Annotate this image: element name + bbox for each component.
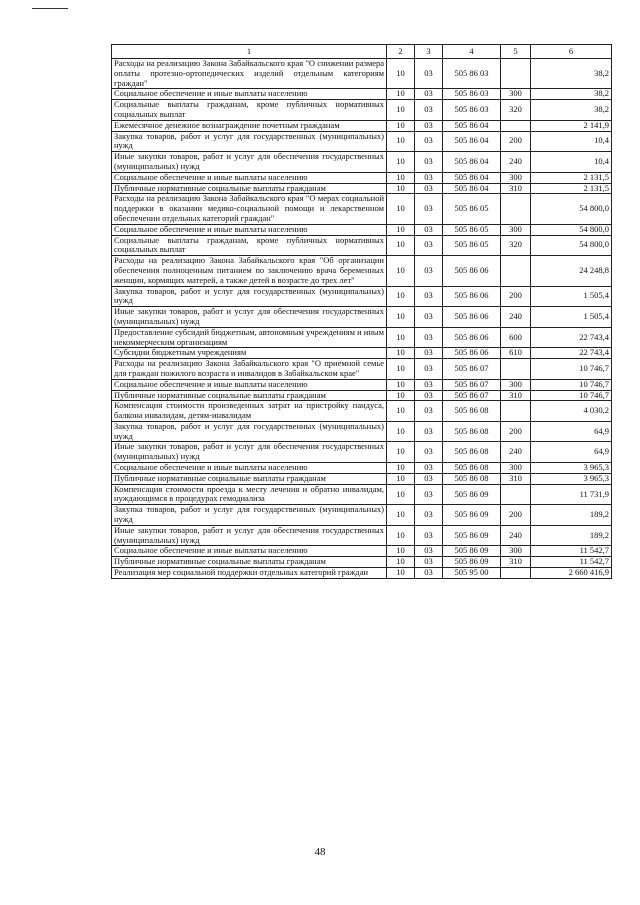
row-amount-cell: 22 743,4	[531, 348, 612, 359]
row-amount-cell: 54 800,0	[531, 224, 612, 235]
row-amount-cell: 11 731,9	[531, 484, 612, 505]
row-name-cell: Социальное обеспечение и иные выплаты населению	[112, 379, 387, 390]
row-expense-type-cell: 200	[501, 421, 531, 442]
row-section-cell: 10	[387, 120, 415, 131]
row-name-cell: Компенсация стоимости проезда к месту лечения и обратно инвалидам, нуждающимся в процедурах гемодиализа	[112, 484, 387, 505]
row-amount-cell: 54 800,0	[531, 235, 612, 256]
col-header-expense-type: 5	[501, 45, 531, 59]
row-target-code-cell: 505 86 04	[443, 131, 501, 152]
row-expense-type-cell: 300	[501, 546, 531, 557]
row-amount-cell: 1 505,4	[531, 307, 612, 328]
row-subsection-cell: 03	[415, 224, 443, 235]
row-expense-type-cell: 200	[501, 286, 531, 307]
row-subsection-cell: 03	[415, 100, 443, 121]
row-target-code-cell: 505 86 08	[443, 442, 501, 463]
row-target-code-cell: 505 86 03	[443, 100, 501, 121]
row-target-code-cell: 505 86 07	[443, 379, 501, 390]
table-row	[112, 327, 612, 348]
row-name-cell: Закупка товаров, работ и услуг для государственных (муниципальных) нужд	[112, 286, 387, 307]
table-row	[112, 131, 612, 152]
row-amount-cell: 54 800,0	[531, 194, 612, 224]
row-subsection-cell: 03	[415, 172, 443, 183]
row-name-cell: Социальное обеспечение и иные выплаты населению	[112, 172, 387, 183]
page-number: 48	[314, 846, 326, 858]
row-target-code-cell: 505 86 06	[443, 348, 501, 359]
table-row	[112, 505, 612, 526]
row-name-cell: Предоставление субсидий бюджетным, автономным учреждениям и иным некоммерческим организациям	[112, 327, 387, 348]
row-amount-cell: 10 746,7	[531, 359, 612, 380]
row-expense-type-cell	[501, 401, 531, 422]
table-row	[112, 120, 612, 131]
row-subsection-cell: 03	[415, 546, 443, 557]
row-amount-cell: 2 131,5	[531, 172, 612, 183]
col-header-name: 1	[112, 45, 387, 59]
row-expense-type-cell: 310	[501, 390, 531, 401]
row-name-cell: Расходы на реализацию Закона Забайкальского края "О снижении размера оплаты протезно-ортопедических изделий отдельным категориям граждан"	[112, 59, 387, 89]
row-amount-cell: 3 965,3	[531, 463, 612, 474]
row-amount-cell: 4 030,2	[531, 401, 612, 422]
row-expense-type-cell: 300	[501, 463, 531, 474]
row-subsection-cell: 03	[415, 390, 443, 401]
row-expense-type-cell	[501, 256, 531, 286]
row-subsection-cell: 03	[415, 557, 443, 568]
row-expense-type-cell: 300	[501, 379, 531, 390]
row-name-cell: Закупка товаров, работ и услуг для государственных (муниципальных) нужд	[112, 505, 387, 526]
row-section-cell: 10	[387, 557, 415, 568]
row-subsection-cell: 03	[415, 505, 443, 526]
row-target-code-cell: 505 86 05	[443, 224, 501, 235]
row-target-code-cell: 505 86 09	[443, 525, 501, 546]
row-name-cell: Расходы на реализацию Закона Забайкальского края "Об организации обеспечения полноценным питанием по заключению врача беременных женщин, кормящих матерей, а также детей в возрасте до трех лет"	[112, 256, 387, 286]
row-subsection-cell: 03	[415, 568, 443, 579]
row-target-code-cell: 505 86 06	[443, 256, 501, 286]
row-section-cell: 10	[387, 194, 415, 224]
row-subsection-cell: 03	[415, 286, 443, 307]
row-amount-cell: 1 505,4	[531, 286, 612, 307]
row-target-code-cell: 505 86 09	[443, 546, 501, 557]
row-section-cell: 10	[387, 307, 415, 328]
row-subsection-cell: 03	[415, 525, 443, 546]
row-expense-type-cell: 300	[501, 89, 531, 100]
row-target-code-cell: 505 95 00	[443, 568, 501, 579]
row-amount-cell: 3 965,3	[531, 473, 612, 484]
row-section-cell: 10	[387, 183, 415, 194]
row-section-cell: 10	[387, 152, 415, 173]
table-row	[112, 401, 612, 422]
table-row	[112, 359, 612, 380]
col-header-section: 2	[387, 45, 415, 59]
row-expense-type-cell	[501, 568, 531, 579]
row-subsection-cell: 03	[415, 473, 443, 484]
row-target-code-cell: 505 86 03	[443, 89, 501, 100]
row-section-cell: 10	[387, 546, 415, 557]
row-section-cell: 10	[387, 484, 415, 505]
row-target-code-cell: 505 86 04	[443, 172, 501, 183]
table-row	[112, 183, 612, 194]
row-target-code-cell: 505 86 04	[443, 183, 501, 194]
row-expense-type-cell: 310	[501, 183, 531, 194]
row-expense-type-cell: 300	[501, 172, 531, 183]
row-amount-cell: 2 660 416,9	[531, 568, 612, 579]
row-subsection-cell: 03	[415, 256, 443, 286]
row-section-cell: 10	[387, 421, 415, 442]
row-amount-cell: 11 542,7	[531, 557, 612, 568]
row-section-cell: 10	[387, 256, 415, 286]
row-subsection-cell: 03	[415, 89, 443, 100]
table-row	[112, 194, 612, 224]
row-expense-type-cell: 240	[501, 307, 531, 328]
row-subsection-cell: 03	[415, 463, 443, 474]
row-expense-type-cell: 320	[501, 235, 531, 256]
row-section-cell: 10	[387, 390, 415, 401]
row-amount-cell: 64,9	[531, 442, 612, 463]
row-target-code-cell: 505 86 09	[443, 505, 501, 526]
row-section-cell: 10	[387, 401, 415, 422]
row-amount-cell: 189,2	[531, 525, 612, 546]
row-expense-type-cell: 240	[501, 525, 531, 546]
row-name-cell: Субсидии бюджетным учреждениям	[112, 348, 387, 359]
row-name-cell: Иные закупки товаров, работ и услуг для обеспечения государственных (муниципальных) нужд	[112, 525, 387, 546]
row-section-cell: 10	[387, 100, 415, 121]
row-expense-type-cell: 200	[501, 131, 531, 152]
table-row	[112, 224, 612, 235]
row-section-cell: 10	[387, 525, 415, 546]
row-name-cell: Социальное обеспечение и иные выплаты населению	[112, 463, 387, 474]
row-section-cell: 10	[387, 327, 415, 348]
table-row	[112, 568, 612, 579]
row-target-code-cell: 505 86 06	[443, 327, 501, 348]
col-header-target-code: 4	[443, 45, 501, 59]
row-expense-type-cell	[501, 120, 531, 131]
row-section-cell: 10	[387, 463, 415, 474]
row-target-code-cell: 505 86 07	[443, 390, 501, 401]
row-name-cell: Иные закупки товаров, работ и услуг для обеспечения государственных (муниципальных) нужд	[112, 152, 387, 173]
row-subsection-cell: 03	[415, 484, 443, 505]
row-subsection-cell: 03	[415, 359, 443, 380]
row-amount-cell: 11 542,7	[531, 546, 612, 557]
row-name-cell: Социальные выплаты гражданам, кроме публичных нормативных социальных выплат	[112, 100, 387, 121]
row-name-cell: Закупка товаров, работ и услуг для государственных (муниципальных) нужд	[112, 421, 387, 442]
row-expense-type-cell	[501, 194, 531, 224]
table-row	[112, 89, 612, 100]
row-section-cell: 10	[387, 59, 415, 89]
row-expense-type-cell: 310	[501, 557, 531, 568]
row-target-code-cell: 505 86 09	[443, 484, 501, 505]
table-row	[112, 286, 612, 307]
row-target-code-cell: 505 86 07	[443, 359, 501, 380]
row-expense-type-cell: 240	[501, 152, 531, 173]
row-name-cell: Социальные выплаты гражданам, кроме публичных нормативных социальных выплат	[112, 235, 387, 256]
table-row	[112, 256, 612, 286]
row-section-cell: 10	[387, 131, 415, 152]
table-row	[112, 557, 612, 568]
row-name-cell: Расходы на реализацию Закона Забайкальского края "О мерах социальной поддержки в оказании медико-социальной помощи и лекарственном обеспечении отдельных категорий граждан"	[112, 194, 387, 224]
row-expense-type-cell: 320	[501, 100, 531, 121]
row-name-cell: Реализация мер социальной поддержки отдельных категорий граждан	[112, 568, 387, 579]
row-subsection-cell: 03	[415, 120, 443, 131]
table-row	[112, 235, 612, 256]
row-name-cell: Закупка товаров, работ и услуг для государственных (муниципальных) нужд	[112, 131, 387, 152]
row-section-cell: 10	[387, 89, 415, 100]
row-subsection-cell: 03	[415, 421, 443, 442]
row-amount-cell: 2 131,5	[531, 183, 612, 194]
row-name-cell: Публичные нормативные социальные выплаты гражданам	[112, 557, 387, 568]
row-name-cell: Социальное обеспечение и иные выплаты населению	[112, 89, 387, 100]
row-name-cell: Публичные нормативные социальные выплаты гражданам	[112, 390, 387, 401]
row-target-code-cell: 505 86 08	[443, 473, 501, 484]
col-header-subsection: 3	[415, 45, 443, 59]
row-expense-type-cell: 600	[501, 327, 531, 348]
row-amount-cell: 2 141,9	[531, 120, 612, 131]
row-amount-cell: 22 743,4	[531, 327, 612, 348]
row-name-cell: Социальное обеспечение и иные выплаты населению	[112, 546, 387, 557]
row-expense-type-cell	[501, 484, 531, 505]
row-section-cell: 10	[387, 348, 415, 359]
row-subsection-cell: 03	[415, 379, 443, 390]
table-row	[112, 463, 612, 474]
table-row	[112, 421, 612, 442]
row-section-cell: 10	[387, 379, 415, 390]
row-target-code-cell: 505 86 05	[443, 194, 501, 224]
table-row	[112, 152, 612, 173]
row-target-code-cell: 505 86 04	[443, 152, 501, 173]
row-subsection-cell: 03	[415, 235, 443, 256]
row-expense-type-cell	[501, 359, 531, 380]
corner-rule	[32, 8, 68, 9]
row-amount-cell: 189,2	[531, 505, 612, 526]
row-subsection-cell: 03	[415, 307, 443, 328]
row-target-code-cell: 505 86 06	[443, 307, 501, 328]
budget-table	[111, 44, 612, 579]
row-subsection-cell: 03	[415, 194, 443, 224]
row-amount-cell: 38,2	[531, 59, 612, 89]
table-row	[112, 59, 612, 89]
table-row	[112, 348, 612, 359]
row-section-cell: 10	[387, 224, 415, 235]
row-subsection-cell: 03	[415, 152, 443, 173]
row-name-cell: Ежемесячное денежное вознаграждение почетным гражданам	[112, 120, 387, 131]
row-name-cell: Публичные нормативные социальные выплаты гражданам	[112, 183, 387, 194]
table-row	[112, 546, 612, 557]
table-row	[112, 307, 612, 328]
table-row	[112, 442, 612, 463]
row-amount-cell: 38,2	[531, 89, 612, 100]
row-amount-cell: 10 746,7	[531, 379, 612, 390]
row-section-cell: 10	[387, 473, 415, 484]
row-expense-type-cell: 310	[501, 473, 531, 484]
row-name-cell: Расходы на реализацию Закона Забайкальского края "О приемной семье для граждан пожилого возраста и инвалидов в Забайкальском крае"	[112, 359, 387, 380]
row-target-code-cell: 505 86 08	[443, 401, 501, 422]
table-row	[112, 100, 612, 121]
row-section-cell: 10	[387, 172, 415, 183]
row-amount-cell: 64,9	[531, 421, 612, 442]
row-section-cell: 10	[387, 359, 415, 380]
row-amount-cell: 38,2	[531, 100, 612, 121]
row-name-cell: Компенсация стоимости произведенных затрат на пристройку пандуса, балкона инвалидам, детям-инвалидам	[112, 401, 387, 422]
row-name-cell: Иные закупки товаров, работ и услуг для обеспечения государственных (муниципальных) нужд	[112, 307, 387, 328]
table-row	[112, 484, 612, 505]
row-section-cell: 10	[387, 235, 415, 256]
row-section-cell: 10	[387, 568, 415, 579]
row-subsection-cell: 03	[415, 442, 443, 463]
row-subsection-cell: 03	[415, 348, 443, 359]
row-subsection-cell: 03	[415, 131, 443, 152]
table-row	[112, 390, 612, 401]
row-name-cell: Иные закупки товаров, работ и услуг для обеспечения государственных (муниципальных) нужд	[112, 442, 387, 463]
table-row	[112, 379, 612, 390]
row-expense-type-cell: 240	[501, 442, 531, 463]
col-header-amount: 6	[531, 45, 612, 59]
row-target-code-cell: 505 86 09	[443, 557, 501, 568]
row-amount-cell: 10,4	[531, 152, 612, 173]
row-amount-cell: 10,4	[531, 131, 612, 152]
row-target-code-cell: 505 86 03	[443, 59, 501, 89]
header-row	[112, 45, 612, 59]
row-expense-type-cell: 300	[501, 224, 531, 235]
row-subsection-cell: 03	[415, 327, 443, 348]
row-target-code-cell: 505 86 05	[443, 235, 501, 256]
table-row	[112, 172, 612, 183]
row-section-cell: 10	[387, 442, 415, 463]
row-expense-type-cell	[501, 59, 531, 89]
row-subsection-cell: 03	[415, 59, 443, 89]
row-target-code-cell: 505 86 04	[443, 120, 501, 131]
row-name-cell: Социальное обеспечение и иные выплаты населению	[112, 224, 387, 235]
row-section-cell: 10	[387, 286, 415, 307]
row-name-cell: Публичные нормативные социальные выплаты гражданам	[112, 473, 387, 484]
row-subsection-cell: 03	[415, 401, 443, 422]
row-subsection-cell: 03	[415, 183, 443, 194]
row-amount-cell: 10 746,7	[531, 390, 612, 401]
row-section-cell: 10	[387, 505, 415, 526]
row-expense-type-cell: 610	[501, 348, 531, 359]
row-target-code-cell: 505 86 08	[443, 421, 501, 442]
row-target-code-cell: 505 86 06	[443, 286, 501, 307]
row-expense-type-cell: 200	[501, 505, 531, 526]
table-body	[112, 59, 612, 579]
table-row	[112, 473, 612, 484]
row-target-code-cell: 505 86 08	[443, 463, 501, 474]
row-amount-cell: 24 248,8	[531, 256, 612, 286]
table-row	[112, 525, 612, 546]
